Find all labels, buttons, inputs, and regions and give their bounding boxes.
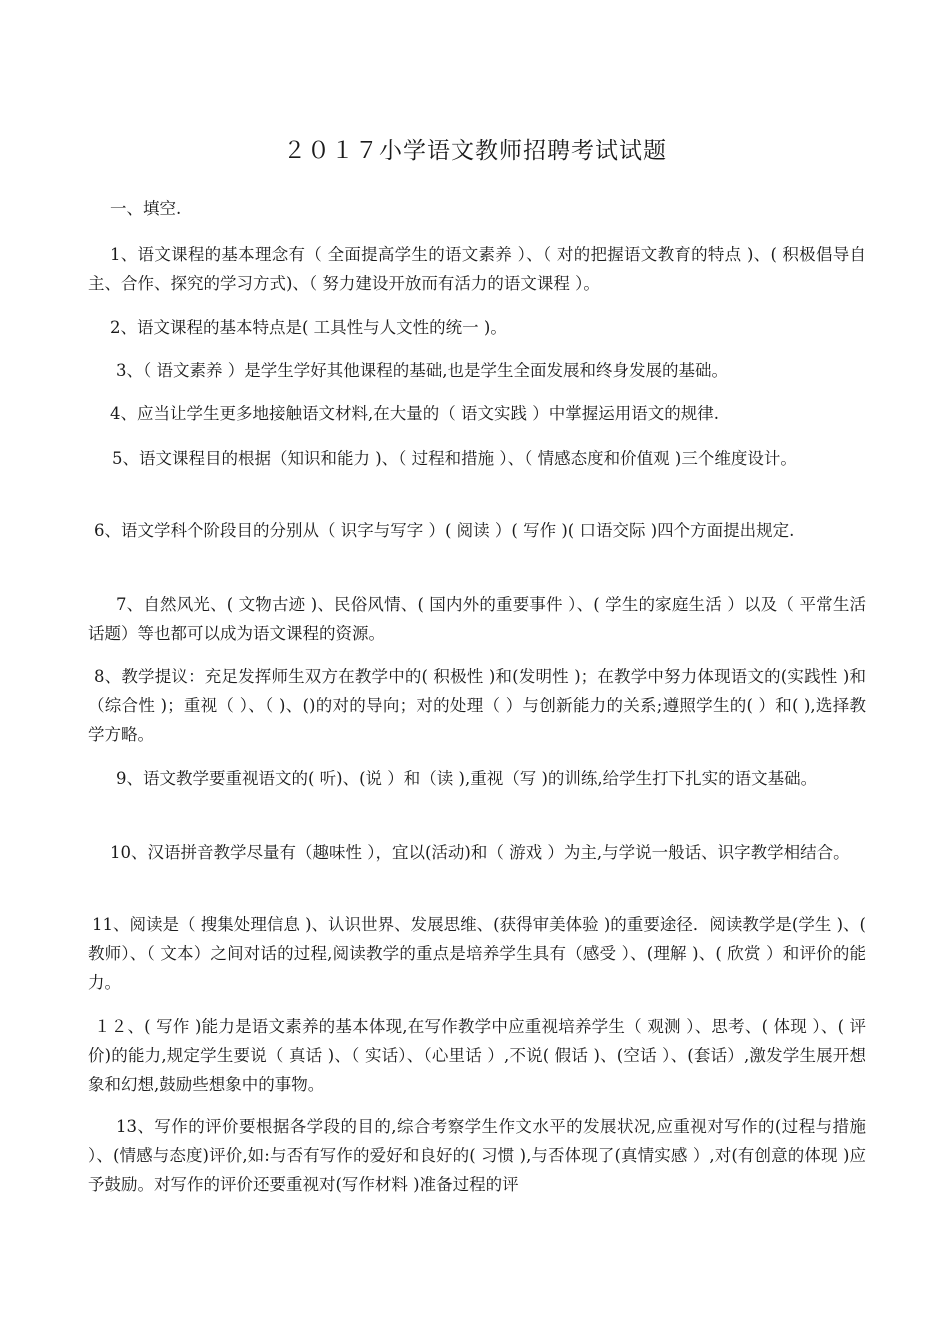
question-2: 2、语文课程的基本特点是( 工具性与人文性的统一 )。 — [110, 318, 507, 337]
question-8: 8、教学提议：充足发挥师生双方在教学中的( 积极性 )和(发明性 )；在教学中努力体现语文的(实践性 )和（综合性 )；重视（ ）、（ )、()的对的导向；对的处理（ ）与创新能力的关系;遵照学生的( ）和( ),选择教学方略。 — [88, 667, 866, 744]
question-13: 13、写作的评价要根据各学段的目的,综合考察学生作文水平的发展状况,应重视对写作的(过程与措施 ）、(情感与态度)评价,如:与否有写作的爱好和良好的( 习惯 ),与否体现了(真情实感 ）,对(有创意的体现 )应予鼓励。对写作的评价还要重视对(写作材料 )准备过程的评 — [88, 1117, 866, 1194]
question-10: 10、汉语拼音教学尽量有（趣味性 ），宜以(活动)和（ 游戏 ）为主,与学说一般话、识字教学相结合。 — [110, 843, 850, 862]
question-12: １２、( 写作 )能力是语文素养的基本体现,在写作教学中应重视培养学生（ 观测 ）、思考、( 体现 ）、( 评价)的能力,规定学生要说（ 真话 )、（ 实话）、（心里话 ）,不说( 假话 )、(空话 ）、(套话）,激发学生展开想象和幻想,鼓励些想象中的事物。 — [88, 1017, 866, 1094]
question-7: 7、自然风光、( 文物古迹 )、民俗风情、( 国内外的重要事件 ）、( 学生的家庭生活 ）以及（ 平常生活话题）等也都可以成为语文课程的资源。 — [88, 595, 866, 643]
section-heading: 一、填空. — [110, 199, 182, 218]
question-4: 4、应当让学生更多地接触语文材料,在大量的（ 语文实践 ）中掌握运用语文的规律. — [110, 404, 719, 423]
question-9: 9、语文教学要重视语文的( 听)、(说 ）和（读 ),重视（写 )的训练,给学生打下扎实的语文基础。 — [116, 769, 818, 788]
question-11: 11、阅读是（ 搜集处理信息 )、认识世界、发展思维、(获得审美体验 )的重要途径．阅读教学是(学生 )、( 教师）、（ 文本）之间对话的过程,阅读教学的重点是培养学生具有（感受 ）、(理解 )、( 欣赏 ）和评价的能力。 — [88, 915, 866, 992]
page-title: ２０１７小学语文教师招聘考试试题 — [283, 138, 667, 164]
question-3: 3、（ 语文素养 ）是学生学好其他课程的基础,也是学生全面发展和终身发展的基础。 — [116, 361, 728, 380]
question-5: 5、语文课程目的根据（知识和能力 )、（ 过程和措施 ）、（ 情感态度和价值观 )三个维度设计。 — [112, 449, 797, 468]
question-1: 1、语文课程的基本理念有（ 全面提高学生的语文素养 ）、（ 对的把握语文教育的特点 )、( 积极倡导自主、合作、探究的学习方式)、（ 努力建设开放而有活力的语文课程 ）。 — [88, 245, 866, 293]
question-6: 6、语文学科个阶段目的分别从（ 识字与写字 ）( 阅读 ）( 写作 )( 口语交际 )四个方面提出规定. — [94, 521, 795, 540]
